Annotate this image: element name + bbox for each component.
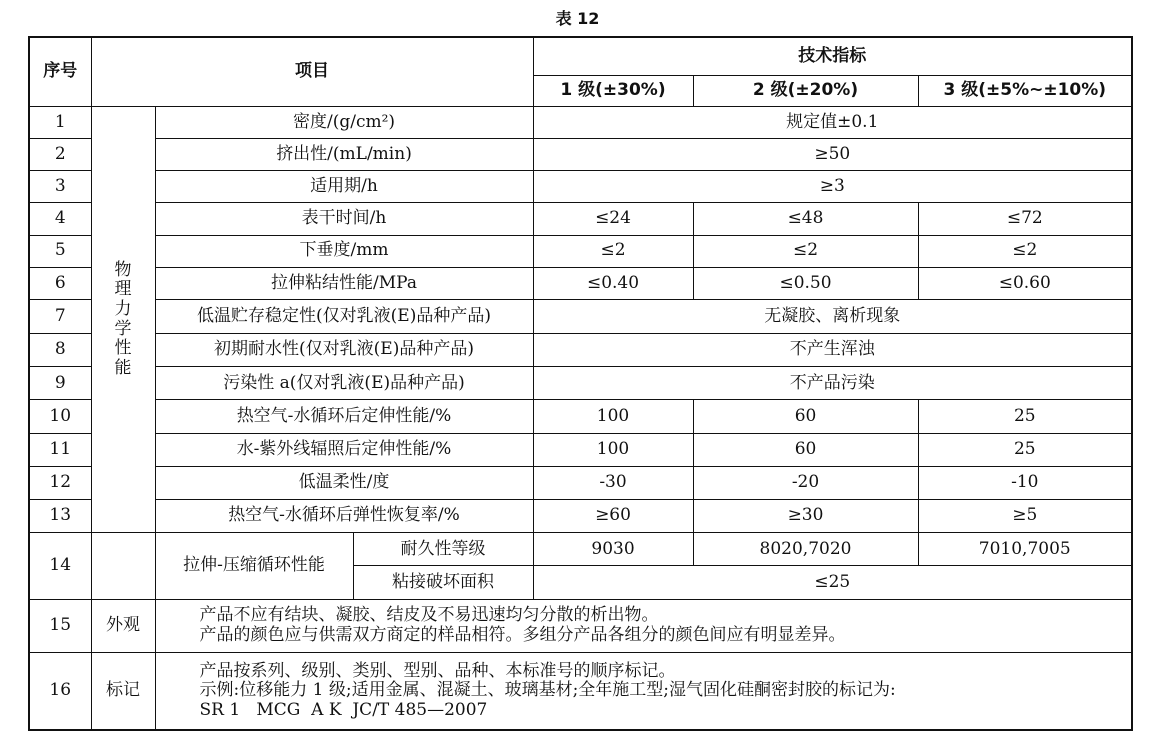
grade2-value: ≤0.50: [693, 267, 918, 299]
table-row: [29, 652, 1132, 730]
row-number: 14: [29, 533, 91, 599]
item-name: 挤出性/(mL/min): [155, 139, 533, 171]
group-label-char: 学: [114, 318, 132, 339]
header-grade1: 1 级(±30%): [533, 75, 693, 106]
grade1-value: 100: [533, 433, 693, 466]
requirement-text: [155, 652, 1132, 730]
item-name: 初期耐水性(仅对乳液(E)品种产品): [155, 334, 533, 367]
item-name: 适用期/h: [155, 171, 533, 203]
grade3-value: 25: [918, 400, 1132, 433]
grade2-value: 60: [693, 400, 918, 433]
row-number: 10: [29, 400, 91, 433]
group-label-char: 能: [114, 357, 132, 378]
requirement-line: 产品按系列、级别、类别、型别、品种、本标准号的顺序标记。: [199, 660, 676, 681]
spec-table: [28, 36, 1133, 731]
header-grade3: 3 级(±5%~±10%): [918, 75, 1132, 106]
row-number: 16: [29, 652, 91, 730]
sub-item-name: 粘接破坏面积: [353, 566, 533, 599]
requirement-line: 产品的颜色应与供需双方商定的样品相符。多组分产品各组分的颜色间应有明显差异。: [199, 624, 846, 645]
table-row: [29, 299, 1132, 333]
table-row: [29, 533, 1132, 566]
grade1-value: ≤0.40: [533, 267, 693, 299]
grade1-value: -30: [533, 466, 693, 499]
grade2-value: ≤2: [693, 235, 918, 267]
item-name: 低温柔性/度: [155, 466, 533, 499]
requirement-text: [155, 599, 1132, 652]
table-row: [29, 500, 1132, 533]
table-row: [29, 267, 1132, 299]
table-row: [29, 37, 1132, 75]
row-number: 2: [29, 139, 91, 171]
item-name: 热空气-水循环后弹性恢复率/%: [155, 500, 533, 533]
table-row: [29, 400, 1132, 433]
table-row: [29, 599, 1132, 652]
grade2-value: 8020,7020: [693, 533, 918, 566]
grade1-value: ≤24: [533, 203, 693, 235]
header-tech: 技术指标: [533, 37, 1132, 75]
group-label-char: 力: [114, 299, 132, 320]
row-label: 外观: [91, 599, 155, 652]
row-number: 8: [29, 334, 91, 367]
spec-value: 无凝胶、离析现象: [533, 299, 1132, 333]
grade3-value: ≤2: [918, 235, 1132, 267]
item-name: 下垂度/mm: [155, 235, 533, 267]
row-number: 5: [29, 235, 91, 267]
row-number: 12: [29, 466, 91, 499]
spec-value: 不产生浑浊: [533, 334, 1132, 367]
header-no: 序号: [29, 37, 91, 106]
grade2-value: ≤48: [693, 203, 918, 235]
grade2-value: -20: [693, 466, 918, 499]
sub-item-name: 耐久性等级: [353, 533, 533, 566]
table-row: [29, 235, 1132, 267]
row-number: 13: [29, 500, 91, 533]
group-label-empty: [91, 533, 155, 599]
grade3-value: -10: [918, 466, 1132, 499]
group-label-char: 性: [114, 338, 132, 359]
spec-value: 不产品污染: [533, 367, 1132, 400]
item-name: 密度/(g/cm²): [155, 106, 533, 138]
grade1-value: 9030: [533, 533, 693, 566]
group-label: [91, 106, 155, 532]
table-row: [29, 433, 1132, 466]
table-row: [29, 106, 1132, 138]
item-name: 表干时间/h: [155, 203, 533, 235]
grade3-value: 7010,7005: [918, 533, 1132, 566]
header-item: 项目: [91, 37, 533, 106]
header-grade2: 2 级(±20%): [693, 75, 918, 106]
item-name: 低温贮存稳定性(仅对乳液(E)品种产品): [155, 299, 533, 333]
table-row: [29, 466, 1132, 499]
item-name: 水-紫外线辐照后定伸性能/%: [155, 433, 533, 466]
grade1-value: ≤2: [533, 235, 693, 267]
item-name: 污染性 a(仅对乳液(E)品种产品): [155, 367, 533, 400]
row-number: 6: [29, 267, 91, 299]
table-row: [29, 171, 1132, 203]
spec-value: ≥3: [533, 171, 1132, 203]
table-row: [29, 334, 1132, 367]
spec-value: ≤25: [533, 566, 1132, 599]
requirement-line: 示例:位移能力 1 级;适用金属、混凝土、玻璃基材;全年施工型;湿气固化硅酮密封胶的标记为:: [199, 680, 896, 701]
table-row: [29, 367, 1132, 400]
row-number: 15: [29, 599, 91, 652]
row-label: 标记: [91, 652, 155, 730]
group-label-char: 物: [114, 259, 132, 280]
row-number: 11: [29, 433, 91, 466]
grade3-value: ≤0.60: [918, 267, 1132, 299]
item-name: 拉伸-压缩循环性能: [155, 533, 353, 599]
grade2-value: 60: [693, 433, 918, 466]
spec-value: 规定值±0.1: [533, 106, 1132, 138]
grade2-value: ≥30: [693, 500, 918, 533]
item-name: 拉伸粘结性能/MPa: [155, 267, 533, 299]
row-number: 7: [29, 299, 91, 333]
group-label-char: 理: [114, 279, 132, 300]
row-number: 3: [29, 171, 91, 203]
grade1-value: 100: [533, 400, 693, 433]
table-row: [29, 139, 1132, 171]
row-number: 4: [29, 203, 91, 235]
grade3-value: ≤72: [918, 203, 1132, 235]
row-number: 9: [29, 367, 91, 400]
grade1-value: ≥60: [533, 500, 693, 533]
item-name: 热空气-水循环后定伸性能/%: [155, 400, 533, 433]
requirement-line: 产品不应有结块、凝胶、结皮及不易迅速均匀分散的析出物。: [199, 605, 659, 626]
table-row: [29, 203, 1132, 235]
row-number: 1: [29, 106, 91, 138]
grade3-value: 25: [918, 433, 1132, 466]
requirement-line: SR 1 MCG A K JC/T 485—2007: [199, 699, 488, 720]
table-caption: 表 12: [555, 9, 600, 28]
spec-value: ≥50: [533, 139, 1132, 171]
grade3-value: ≥5: [918, 500, 1132, 533]
